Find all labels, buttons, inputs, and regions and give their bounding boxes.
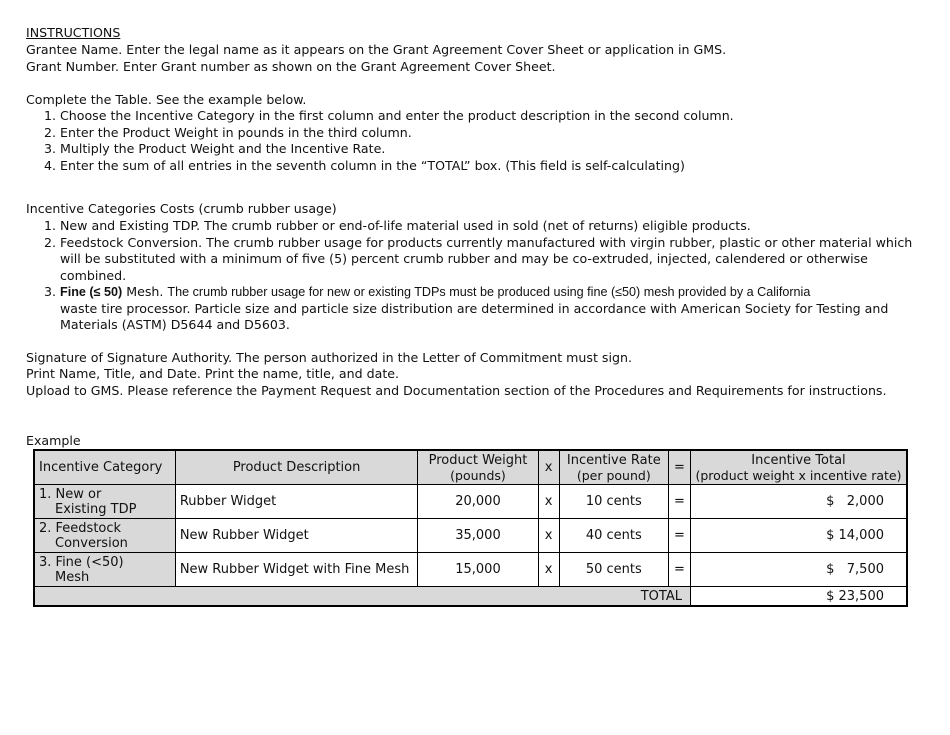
multiply-cell: x <box>538 519 559 553</box>
header-product-description: Product Description <box>175 450 418 485</box>
description-cell: New Rubber Widget <box>175 519 418 553</box>
description-cell: Rubber Widget <box>175 485 418 519</box>
header-equals: = <box>668 450 690 485</box>
multiply-cell: x <box>538 553 559 587</box>
weight-cell: 15,000 <box>418 553 538 587</box>
list-item: 2. Enter the Product Weight in pounds in the third column. <box>44 124 412 140</box>
equals-cell: = <box>668 485 690 519</box>
header-multiply: x <box>538 450 559 485</box>
grantee-name-instruction: Grantee Name. Enter the legal name as it appears on the Grant Agreement Cover Sheet or application in GMS. <box>26 42 727 57</box>
fine-mesh-label: Fine (≤ 50) <box>60 285 123 299</box>
categories-heading: Incentive Categories Costs (crumb rubber usage) <box>26 201 337 216</box>
grand-total-cell: $ 23,500 <box>690 587 907 607</box>
category-cell: 3. Fine (<50) Mesh <box>34 553 175 587</box>
complete-steps-list <box>44 108 924 174</box>
list-item: 2. Feedstock Conversion. The crumb rubber usage for products currently manufactured with virgin rubber, plastic or other material which will be substituted with a minimum of five (5) percent crumb rubber and may be co-extruded, injected, calendered or otherwise combined. <box>44 234 913 283</box>
signature-instruction: Signature of Signature Authority. The person authorized in the Letter of Commitment must sign. <box>26 350 632 365</box>
table-row <box>34 485 907 519</box>
upload-instruction: Upload to GMS. Please reference the Payment Request and Documentation section of the Procedures and Requirements for instructions. <box>26 383 887 398</box>
total-cell: $ 14,000 <box>690 519 907 553</box>
equals-cell: = <box>668 553 690 587</box>
grant-number-instruction: Grant Number. Enter Grant number as shown on the Grant Agreement Cover Sheet. <box>26 59 556 74</box>
list-item: 1. New and Existing TDP. The crumb rubber or end-of-life material used in sold (net of returns) eligible products. <box>44 218 751 233</box>
table-row <box>34 519 907 553</box>
category-cell: 2. Feedstock Conversion <box>34 519 175 553</box>
equals-cell: = <box>668 519 690 553</box>
print-name-instruction: Print Name, Title, and Date. Print the name, title, and date. <box>26 366 400 381</box>
table-row <box>34 553 907 587</box>
category-cell: 1. New or Existing TDP <box>34 485 175 519</box>
list-item: 1. Choose the Incentive Category in the first column and enter the product description in the second column. <box>44 108 734 123</box>
total-row <box>34 587 907 607</box>
table-header-row <box>34 450 907 485</box>
header-incentive-category: Incentive Category <box>34 450 175 485</box>
header-incentive-total: Incentive Total (product weight x incentive rate) <box>690 450 907 485</box>
example-label: Example <box>26 433 81 448</box>
list-item: 4. Enter the sum of all entries in the seventh column in the “TOTAL” box. (This field is self-calculating) <box>44 157 685 173</box>
total-cell: $ 7,500 <box>690 553 907 587</box>
rate-cell: 10 cents <box>559 485 668 519</box>
multiply-cell: x <box>538 485 559 519</box>
example-table <box>33 449 908 607</box>
total-label: TOTAL <box>34 587 690 607</box>
list-item: 3. Multiply the Product Weight and the Incentive Rate. <box>44 141 386 156</box>
description-cell: New Rubber Widget with Fine Mesh <box>175 553 418 587</box>
total-cell: $ 2,000 <box>690 485 907 519</box>
weight-cell: 20,000 <box>418 485 538 519</box>
list-item: 3. Fine (≤ 50) Mesh. The crumb rubber usage for new or existing TDPs must be produced using fine (≤50) mesh provided by a California waste tire processor. Particle size and particle size distribution are determined in accordance with American Society for Testing and Materials (ASTM) D5644 and D5603. <box>44 284 889 332</box>
instructions-heading: INSTRUCTIONS <box>26 25 121 40</box>
header-incentive-rate: Incentive Rate (per pound) <box>559 450 668 485</box>
header-product-weight: Product Weight (pounds) <box>418 450 538 485</box>
complete-table-intro: Complete the Table. See the example below. <box>26 92 307 107</box>
rate-cell: 50 cents <box>559 553 668 587</box>
rate-cell: 40 cents <box>559 519 668 553</box>
weight-cell: 35,000 <box>418 519 538 553</box>
categories-list <box>44 218 924 334</box>
